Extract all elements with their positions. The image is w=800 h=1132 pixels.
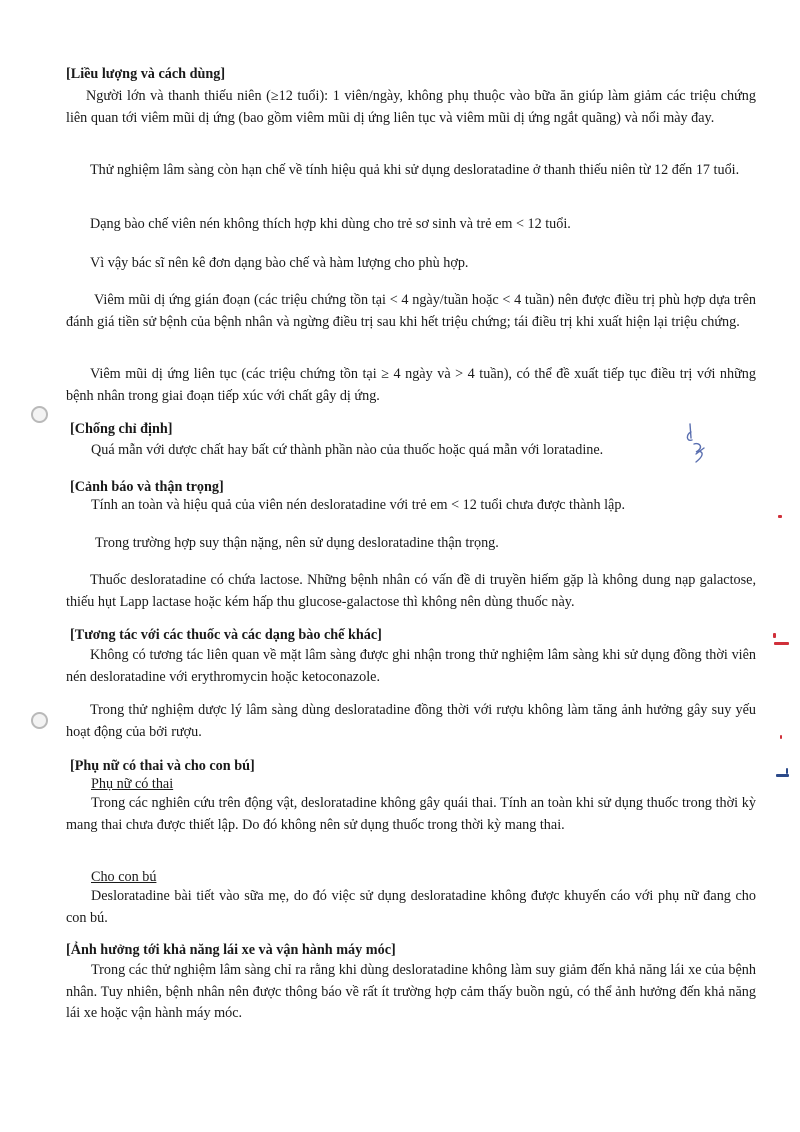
paragraph: Vì vậy bác sĩ nên kê đơn dạng bào chế và hàm lượng cho phù hợp. bbox=[90, 255, 469, 271]
paragraph: Trong các thử nghiệm lâm sàng chỉ ra rằng khi dùng desloratadine không làm suy giảm đến khả năng lái xe của bệnh nhân. Tuy nhiên, bệnh nhân nên được thông báo về rất ít trường hợp cảm thấy buồn ngủ, có thể ảnh hưởng đến khả năng lái xe hoặc vận hành máy móc. bbox=[66, 962, 756, 1021]
paragraph: Dạng bào chế viên nén không thích hợp khi dùng cho trẻ sơ sinh và trẻ em < 12 tuổi. bbox=[90, 216, 571, 232]
margin-mark bbox=[786, 768, 788, 774]
margin-mark bbox=[776, 774, 789, 777]
subheading-breastfeeding: Cho con bú bbox=[91, 869, 157, 885]
paragraph: Desloratadine bài tiết vào sữa mẹ, do đó việc sử dụng desloratadine không được khuyến cáo với phụ nữ đang cho con bú. bbox=[66, 888, 756, 926]
heading-pregnancy: [Phụ nữ có thai và cho con bú] bbox=[70, 758, 255, 774]
heading-dosage: [Liều lượng và cách dùng] bbox=[66, 66, 226, 82]
punch-hole bbox=[31, 712, 48, 729]
paragraph: Trong thử nghiệm dược lý lâm sàng dùng desloratadine đồng thời với rượu không làm tăng ảnh hưởng gây suy yếu hoạt động của bởi rượu. bbox=[66, 702, 756, 740]
paragraph: Viêm mũi dị ứng liên tục (các triệu chứng tồn tại ≥ 4 ngày và > 4 tuần), có thể đề xuất tiếp tục điều trị với những bệnh nhân trong giai đoạn tiếp xúc với chất gây dị ứng. bbox=[66, 366, 756, 404]
paragraph: Quá mẫn với dược chất hay bất cứ thành phần nào của thuốc hoặc quá mẫn với loratadine. bbox=[91, 442, 604, 458]
punch-hole bbox=[31, 406, 48, 423]
paragraph: Người lớn và thanh thiếu niên (≥12 tuổi): 1 viên/ngày, không phụ thuộc vào bữa ăn giúp làm giảm các triệu chứng liên quan tới viêm mũi dị ứng (bao gồm viêm mũi dị ứng liên tục và viêm mũi dị ứng ngắt quãng) và nổi mày đay. bbox=[66, 88, 756, 126]
handwritten-initials-icon bbox=[682, 422, 710, 466]
paragraph: Tính an toàn và hiệu quả của viên nén desloratadine với trẻ em < 12 tuổi chưa được thành lập. bbox=[91, 497, 625, 513]
paragraph: Không có tương tác liên quan về mặt lâm sàng được ghi nhận trong thử nghiệm lâm sàng khi sử dụng đồng thời viên nén desloratadine với erythromycin hoặc ketoconazole. bbox=[66, 647, 756, 685]
paragraph: Trong trường hợp suy thận nặng, nên sử dụng desloratadine thận trọng. bbox=[95, 535, 499, 551]
heading-interactions: [Tương tác với các thuốc và các dạng bào chế khác] bbox=[70, 627, 382, 643]
paragraph: Thuốc desloratadine có chứa lactose. Những bệnh nhân có vấn đề di truyền hiếm gặp là không dung nạp galactose, thiếu hụt Lapp lactase hoặc kém hấp thu glucose-galactose thì không nên dùng thuốc này. bbox=[66, 572, 756, 610]
paragraph: Viêm mũi dị ứng gián đoạn (các triệu chứng tồn tại < 4 ngày/tuần hoặc < 4 tuần) nên được điều trị phù hợp dựa trên đánh giá tiền sử bệnh của bệnh nhân và ngừng điều trị sau khi hết triệu chứng; tái điều trị khi xuất hiện lại triệu chứng. bbox=[66, 292, 756, 330]
paragraph: Trong các nghiên cứu trên động vật, desloratadine không gây quái thai. Tính an toàn khi sử dụng thuốc trong thời kỳ mang thai chưa được thiết lập. Do đó không nên sử dụng thuốc trong thời kỳ mang thai. bbox=[66, 795, 756, 833]
margin-mark bbox=[773, 633, 776, 638]
margin-mark bbox=[780, 735, 782, 739]
margin-mark bbox=[778, 515, 782, 518]
margin-mark bbox=[774, 642, 789, 645]
heading-warnings: [Cảnh báo và thận trọng] bbox=[70, 479, 224, 495]
heading-contraindications: [Chống chỉ định] bbox=[70, 421, 173, 437]
paragraph: Thử nghiệm lâm sàng còn hạn chế về tính hiệu quả khi sử dụng desloratadine ở thanh thiếu niên từ 12 đến 17 tuổi. bbox=[90, 162, 740, 178]
subheading-pregnant-women: Phụ nữ có thai bbox=[91, 776, 174, 792]
heading-driving: [Ảnh hưởng tới khả năng lái xe và vận hành máy móc] bbox=[66, 942, 396, 958]
